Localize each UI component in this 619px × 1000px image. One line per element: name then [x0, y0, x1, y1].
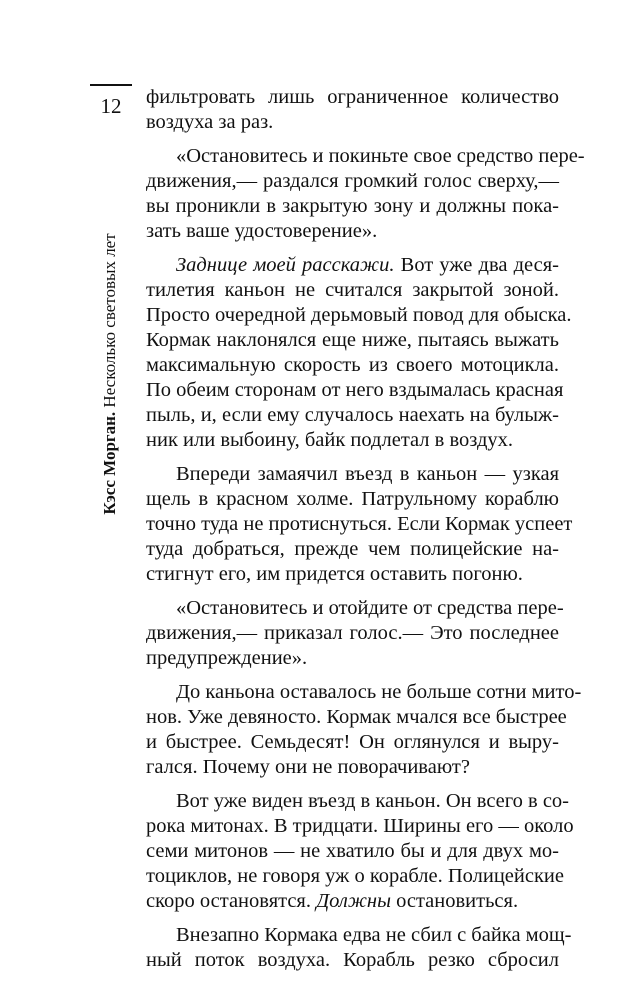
text-line: вы проникли в закрытую зону и должны пока- [146, 195, 559, 217]
text-line: гался. Почему они не поворачивают? [146, 756, 470, 778]
text-fragment: остановиться. [390, 890, 519, 912]
italic-phrase: Заднице моей расскажи. [176, 254, 395, 276]
paragraph [146, 462, 573, 587]
text-line: семи митонов — не хватило бы и для двух мо- [146, 840, 559, 862]
paragraph [146, 923, 572, 973]
text-line: тоциклов, не говоря уж о корабле. Полицейские [146, 865, 564, 887]
paragraph [146, 85, 559, 135]
paragraph [146, 680, 582, 780]
paragraph [146, 253, 572, 453]
text-line: пыль, и, если ему случалось наехать на булыж- [146, 404, 559, 426]
text-line: рока митонах. В тридцати. Ширины его — около [146, 815, 574, 837]
text-line: нов. Уже девяносто. Кормак мчался все быстрее [146, 706, 567, 728]
text-line: «Остановитесь и отойдите от средства пере- [176, 597, 564, 619]
text-line: По обеим сторонам от него вздымалась красная [146, 379, 564, 401]
text-line [146, 889, 559, 914]
running-head [95, 124, 125, 624]
body-text [146, 85, 585, 973]
text-line: максимальную скорость из своего мотоцикла. [146, 354, 559, 376]
text-line: «Остановитесь и покиньте свое средство пере- [176, 145, 585, 167]
running-head-title: Несколько световых лет [100, 233, 119, 408]
text-line: Кормак наклонялся еще ниже, пытаясь выжать [146, 329, 559, 351]
text-line: предупреждение». [146, 647, 308, 669]
text-line: воздуха за раз. [146, 111, 274, 133]
italic-word: Должны [316, 890, 391, 912]
text-line: тилетия каньон не считался закрытой зоной. [146, 279, 559, 301]
text-line: движения,— раздался громкий голос сверху,— [146, 170, 559, 192]
text-line [146, 253, 559, 278]
text-line: и быстрее. Семьдесят! Он оглянулся и выру- [146, 731, 559, 753]
page-number: 12 [100, 94, 122, 118]
text-line: До каньона оставалось не больше сотни мито- [176, 681, 582, 703]
paragraph [146, 144, 585, 244]
text-line: Впереди замаячил въезд в каньон — узкая [176, 463, 559, 485]
text-line: зать ваше удостоверение». [146, 220, 378, 242]
text-line: туда добраться, прежде чем полицейские на- [146, 538, 559, 560]
text-line: Вот уже виден въезд в каньон. Он всего в со- [176, 790, 570, 812]
text-line: точно туда не протиснуться. Если Кормак успеет [146, 513, 573, 535]
paragraph [146, 596, 564, 671]
running-head-author: Кэсс Морган. [100, 411, 119, 515]
header-rule [90, 84, 132, 86]
text-line: Просто очередной дерьмовый повод для обыска. [146, 304, 572, 326]
text-line: стигнут его, им придется оставить погоню. [146, 563, 523, 585]
text-fragment: скоро остановятся. [146, 890, 317, 912]
text-line: ник или выбоину, байк подлетал в воздух. [146, 429, 514, 451]
text-line: Внезапно Кормака едва не сбил с байка мощ- [176, 924, 572, 946]
text-line: щель в красном холме. Патрульному кораблю [146, 488, 559, 510]
text-fragment: Вот уже два деся- [394, 254, 559, 276]
paragraph [146, 789, 574, 914]
text-line: фильтровать лишь ограниченное количество [146, 86, 559, 108]
text-line: движения,— приказал голос.— Это последнее [146, 622, 559, 644]
text-line: ный поток воздуха. Корабль резко сбросил [146, 949, 559, 971]
